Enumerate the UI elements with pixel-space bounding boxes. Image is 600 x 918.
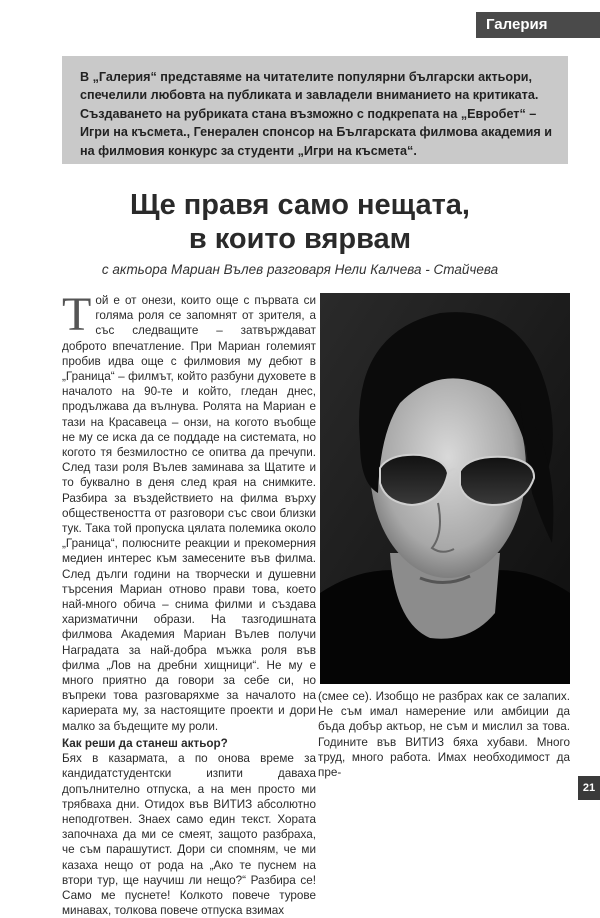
actor-photo — [320, 293, 570, 684]
section-header — [476, 12, 600, 38]
intro-text: В „Галерия“ представяме на читателите популярни български актьори, спечелили любовта на публиката и завладели вниманието на критиката. Създаването на рубриката стана възможно с подкрепата на „Евробет“ – Игри на късмета., Генерален спонсор на Българската филмова академия и на филмовия конкурс за студенти „Игри на късмета“. — [80, 70, 552, 158]
title-line-1: Ще правя само нещата, — [130, 189, 470, 221]
article-column-right — [318, 689, 570, 780]
paragraph-1: ой е от онези, които още с първата си голяма роля се запомнят от зрителя, а със следващите – затвърждават доброто впечатление. При Мариан големият пробив идва още с филмовия му дебют в „Граница“ – филмът, който разбуни духовете в началото на 90-те и който, гледан днес, продължава да вълнува. Ролята на Мариан е тази на Красавеца – онзи, на когото въобще не му се иска да се поддаде на системата, но когото тя безмилостно се опитва да пречупи. След тази роля Вълев заминава за Щатите и то буквално в деня след края на снимките. Разбира за въздействието на филма върху обществеността от разговори със свои близки тук. Така той пропуска цялата полемика около „Граница“, полюсните реакции и прекомерния медиен интерес към замесените във филма. След дълги години на творчески и душевни търсения Мариан отново прави това, което най-много обича – снима филми и създава харизматични образи. На тазгодишната филмова Академия Мариан Вълев получи Наградата за най-добра мъжка роля във филма „Лов на дребни хищници“. Не му е много приятно да говори за себе си, но въпреки това разговаряхме за началото на кариерата му, за настоящите проекти и дори малко за бъдещите му роли. — [62, 294, 316, 733]
article-title — [0, 188, 600, 256]
drop-cap: Т — [62, 288, 92, 341]
title-line-2: в които вярвам — [188, 223, 412, 255]
portrait-illustration — [320, 293, 570, 684]
paragraph-3: (смее се). Изобщо не разбрах как се залапих. Не съм имал намерение или амбиции да бъда добър актьор, не съм и мислил за това. Годините във ВИТИЗ бяха хубави. Много труд, много работа. Имах необходимост да пре- — [318, 690, 570, 780]
byline: с актьора Мариан Вълев разговаря Нели Калчева - Стайчева — [101, 262, 499, 277]
interview-question: Как реши да станеш актьор? — [62, 736, 228, 750]
section-label: Галерия — [486, 16, 548, 33]
paragraph-2: Бях в казармата, а по онова време за кандидатстудентски изпити даваха допълнително отпуска, а на мен просто ми трябваха дни. Отидох във ВИТИЗ абсолютно неподготвен. Знаех само един текст. Хората започнаха да ми се смеят, защото разбраха, че съм парашутист. Дори си спомням, че ми казаха нещо от рода на „Ако те пуснем на втори тур, ще научиш ли нещо?“ Разбира се! Само ме пуснете! Колкото повече турове минавах, толкова повече отпуска взимах — [62, 752, 316, 918]
article-column-left — [62, 288, 316, 918]
paragraph-intro — [62, 288, 316, 734]
intro-box — [62, 56, 568, 164]
page-number: 21 — [578, 776, 600, 800]
